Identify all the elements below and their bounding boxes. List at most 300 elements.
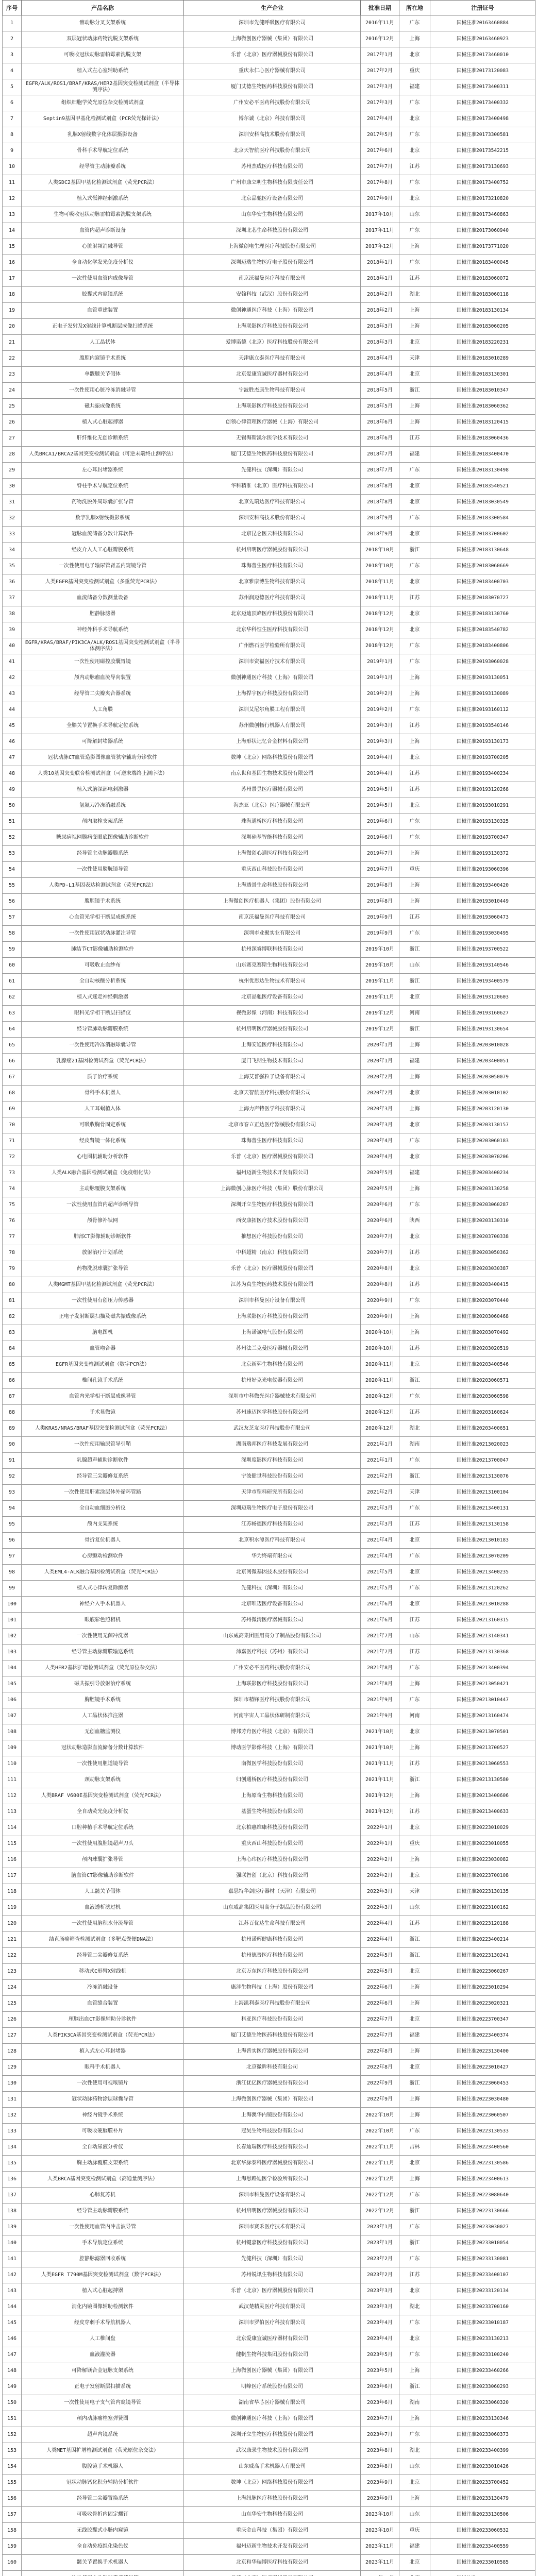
cell-registration-number: 国械注准20223100162 — [430, 1900, 535, 1916]
cell-manufacturer: 南京沃福曼医疗科技有限公司 — [184, 910, 361, 926]
cell-approval-date: 2021年4月 — [361, 1533, 399, 1549]
cell-registration-number: 国械注准20183030549 — [430, 495, 535, 511]
cell-manufacturer: 华科精准（北京）医疗科技有限公司 — [184, 479, 361, 495]
cell-manufacturer: 天津市塑料研究所有限公司 — [184, 1485, 361, 1501]
cell-registration-number: 国械注准20213010183 — [430, 1533, 535, 1549]
cell-registration-number: 国械注准20223130241 — [430, 1948, 535, 1964]
cell-manufacturer: 科亚医疗科技股份有限公司 — [184, 2012, 361, 2028]
cell-index: 7 — [3, 111, 22, 127]
cell-approval-date: 2022年11月 — [361, 2140, 399, 2156]
header-product-name: 产品名称 — [22, 1, 184, 15]
cell-product-name: 植入式心律转复除颤器 — [22, 1581, 184, 1597]
cell-location: 河南 — [399, 1006, 430, 1022]
table-row — [3, 1373, 535, 1389]
cell-approval-date: 2018年2月 — [361, 303, 399, 319]
cell-registration-number: 国械注准20233010187 — [430, 2315, 535, 2331]
cell-approval-date: 2023年10月 — [361, 2523, 399, 2539]
cell-index: 35 — [3, 558, 22, 574]
cell-location: 上海 — [399, 1996, 430, 2012]
cell-location: 广东 — [399, 1660, 430, 1676]
cell-product-name: 人工角膜 — [22, 702, 184, 718]
cell-registration-number: 国械注准20213100104 — [430, 1485, 535, 1501]
cell-approval-date: 2020年1月 — [361, 1054, 399, 1070]
cell-location: 浙江 — [399, 1022, 430, 1038]
cell-product-name: 植入式脑深部电刺激器 — [22, 782, 184, 798]
cell-location: 北京 — [399, 2283, 430, 2299]
cell-approval-date: 2022年3月 — [361, 1884, 399, 1900]
cell-registration-number: 国械注准20203030387 — [430, 1261, 535, 1277]
cell-index: 116 — [3, 1852, 22, 1868]
cell-product-name: 双层冠状动脉药物洗脱支架系统 — [22, 31, 184, 47]
cell-product-name: 经导管三尖瓣修复系统 — [22, 1469, 184, 1485]
cell-approval-date: 2021年5月 — [361, 1565, 399, 1581]
cell-index: 56 — [3, 894, 22, 910]
cell-location: 上海 — [399, 1038, 430, 1054]
cell-approval-date: 2019年6月 — [361, 814, 399, 830]
cell-registration-number: 国械注准20173771020 — [430, 239, 535, 255]
cell-index: 33 — [3, 527, 22, 543]
cell-location: 江苏 — [399, 271, 430, 287]
cell-registration-number: 国械注准20233010585 — [430, 2555, 535, 2571]
table-row — [3, 2028, 535, 2044]
cell-index: 124 — [3, 1980, 22, 1996]
cell-index: 149 — [3, 2379, 22, 2395]
table-row — [3, 1836, 535, 1852]
cell-product-name: 可吸收硬脑膜补片 — [22, 2124, 184, 2140]
cell-manufacturer: 苏州微清医疗器械有限公司 — [184, 1613, 361, 1629]
cell-registration-number: 国械注准20193010449 — [430, 894, 535, 910]
cell-registration-number: 国械注准20233130346 — [430, 2411, 535, 2427]
cell-approval-date: 2019年9月 — [361, 926, 399, 942]
cell-registration-number: 国械注准20223130135 — [430, 1884, 535, 1900]
table-row — [3, 878, 535, 894]
table-row — [3, 2251, 535, 2267]
table-row — [3, 159, 535, 175]
cell-registration-number: 国械注准20173210820 — [430, 191, 535, 207]
cell-location: 陕西 — [399, 1213, 430, 1229]
table-row — [3, 1149, 535, 1165]
table-row — [3, 95, 535, 111]
table-row — [3, 942, 535, 958]
cell-index: 95 — [3, 1517, 22, 1533]
cell-product-name: 心电图机辅助分析软件 — [22, 1149, 184, 1165]
cell-manufacturer: 北京万东医疗科技股份有限公司 — [184, 1964, 361, 1980]
cell-product-name: 放射治疗计划系统 — [22, 1245, 184, 1261]
cell-approval-date: 2022年7月 — [361, 2012, 399, 2028]
cell-index: 86 — [3, 1373, 22, 1389]
table-row — [3, 79, 535, 95]
cell-registration-number: 国械注准20183130498 — [430, 463, 535, 479]
table-row — [3, 670, 535, 686]
cell-approval-date: 2019年3月 — [361, 734, 399, 750]
cell-manufacturer: 广州安必平医药科技股份有限公司 — [184, 1660, 361, 1676]
cell-index: 111 — [3, 1772, 22, 1788]
cell-manufacturer: 深圳硅基智能科技有限公司 — [184, 830, 361, 846]
cell-registration-number: 国械注准20233100240 — [430, 2347, 535, 2363]
cell-location: 江苏 — [399, 1245, 430, 1261]
cell-approval-date: 2016年12月 — [361, 31, 399, 47]
cell-location: 北京 — [399, 798, 430, 814]
cell-registration-number: 国械注准20173460863 — [430, 207, 535, 223]
cell-product-name: 口腔种植手术导航定位系统 — [22, 1820, 184, 1836]
cell-product-name: 经皮穿刺手术导航机器人 — [22, 2315, 184, 2331]
cell-index: 157 — [3, 2507, 22, 2523]
cell-location: 广东 — [399, 1389, 430, 1405]
cell-approval-date: 2023年9月 — [361, 2475, 399, 2491]
cell-manufacturer: 上海联影医疗科技股份有限公司 — [184, 319, 361, 335]
cell-approval-date: 2018年10月 — [361, 543, 399, 558]
table-row — [3, 702, 535, 718]
cell-index: 121 — [3, 1932, 22, 1948]
cell-product-name: 全自动核酸分析系统 — [22, 974, 184, 990]
table-row — [3, 63, 535, 79]
cell-manufacturer: 杭州键嘉医疗科技股份有限公司 — [184, 2235, 361, 2251]
cell-index: 119 — [3, 1900, 22, 1916]
cell-registration-number: 国械注准20203130157 — [430, 1117, 535, 1133]
cell-registration-number: 国械注准20213400633 — [430, 1804, 535, 1820]
table-row — [3, 2235, 535, 2251]
cell-registration-number: 国械注准20203050079 — [430, 1070, 535, 1086]
cell-approval-date: 2019年4月 — [361, 766, 399, 782]
cell-product-name: 血管吻合器 — [22, 1341, 184, 1357]
table-row — [3, 782, 535, 798]
cell-registration-number: 国械注准20223120188 — [430, 1916, 535, 1932]
cell-location: 北京 — [399, 1117, 430, 1133]
table-row — [3, 1948, 535, 1964]
cell-registration-number: 国械注准20183010347 — [430, 383, 535, 399]
cell-manufacturer: 推想医疗科技股份有限公司 — [184, 1229, 361, 1245]
cell-location: 重庆 — [399, 2523, 430, 2539]
table-row — [3, 1181, 535, 1197]
cell-index: 38 — [3, 606, 22, 622]
table-row — [3, 1868, 535, 1884]
cell-index: 19 — [3, 303, 22, 319]
cell-location: 北京 — [399, 750, 430, 766]
cell-index: 127 — [3, 2028, 22, 2044]
cell-index: 6 — [3, 95, 22, 111]
table-row — [3, 1437, 535, 1453]
cell-location: 北京 — [399, 1149, 430, 1165]
cell-index: 130 — [3, 2076, 22, 2092]
cell-manufacturer: 上海透景生命科技股份有限公司 — [184, 878, 361, 894]
table-row — [3, 1133, 535, 1149]
cell-index: 92 — [3, 1469, 22, 1485]
cell-approval-date: 2018年4月 — [361, 367, 399, 383]
cell-registration-number: 国械注准20203010102 — [430, 1086, 535, 1101]
table-row — [3, 127, 535, 143]
cell-location: 福建 — [399, 1054, 430, 1070]
cell-index: 42 — [3, 670, 22, 686]
cell-approval-date: 2021年10月 — [361, 1740, 399, 1756]
cell-product-name: 氩氦刀冷冻消融系统 — [22, 798, 184, 814]
cell-approval-date: 2022年11月 — [361, 2156, 399, 2172]
cell-approval-date: 2018年3月 — [361, 335, 399, 351]
table-row — [3, 910, 535, 926]
table-row — [3, 1645, 535, 1660]
cell-location: 浙江 — [399, 1772, 430, 1788]
cell-approval-date: 2020年6月 — [361, 1197, 399, 1213]
cell-registration-number: 国械注准20183060362 — [430, 399, 535, 415]
cell-registration-number: 国械注准20233700160 — [430, 2299, 535, 2315]
cell-manufacturer: 华为终端有限公司 — [184, 1549, 361, 1565]
cell-product-name: 磁共振引导放射治疗系统 — [22, 1676, 184, 1692]
table-row — [3, 47, 535, 63]
table-row — [3, 1213, 535, 1229]
cell-location: 江苏 — [399, 1804, 430, 1820]
cell-manufacturer: 杭州启明医疗器械股份有限公司 — [184, 2204, 361, 2219]
cell-manufacturer: 上海纽脉医疗科技股份有限公司 — [184, 2491, 361, 2507]
cell-location: 广东 — [399, 638, 430, 654]
cell-registration-number: 国械注准20213400394 — [430, 1660, 535, 1676]
cell-location: 广东 — [399, 2188, 430, 2204]
cell-approval-date: 2019年5月 — [361, 798, 399, 814]
cell-approval-date: 2019年9月 — [361, 910, 399, 926]
cell-index: 134 — [3, 2140, 22, 2156]
cell-index: 32 — [3, 511, 22, 527]
cell-product-name: EGFR/ALK/ROS1/BRAF/KRAS/HER2基因突变检测试剂盒（半导体测序法） — [22, 79, 184, 95]
table-row — [3, 1756, 535, 1772]
cell-manufacturer: 上海诺诚电气股份有限公司 — [184, 1325, 361, 1341]
table-row — [3, 1852, 535, 1868]
cell-index: 141 — [3, 2251, 22, 2267]
cell-registration-number: 国械注准20173460010 — [430, 47, 535, 63]
cell-registration-number: 国械注准20233130213 — [430, 2331, 535, 2347]
cell-registration-number: 国械注准20203060287 — [430, 1197, 535, 1213]
cell-location: 江苏 — [399, 2267, 430, 2283]
cell-location: 北京 — [399, 1868, 430, 1884]
cell-approval-date: 2023年4月 — [361, 2315, 399, 2331]
cell-registration-number: 国械注准20193160112 — [430, 702, 535, 718]
cell-location: 山东 — [399, 1900, 430, 1916]
cell-registration-number: 国械注准20183060205 — [430, 319, 535, 335]
cell-registration-number: 国械注准20183400703 — [430, 574, 535, 590]
cell-product-name: 肺部CT影像辅助诊断软件 — [22, 1229, 184, 1245]
cell-manufacturer: 苏州杰成医疗科技有限公司 — [184, 159, 361, 175]
cell-index: 49 — [3, 782, 22, 798]
cell-product-name: 人类BRCA1/BRCA2基因突变检测试剂盒（可逆末端终止测序法） — [22, 447, 184, 463]
cell-location: 江苏 — [399, 910, 430, 926]
cell-index: 91 — [3, 1453, 22, 1469]
cell-approval-date: 2019年10月 — [361, 958, 399, 974]
cell-index: 152 — [3, 2427, 22, 2443]
cell-product-name: 脊柱手术导航定位系统 — [22, 479, 184, 495]
table-row — [3, 2315, 535, 2331]
cell-registration-number: 国械注准20203010028 — [430, 1038, 535, 1054]
cell-approval-date: 2020年5月 — [361, 1165, 399, 1181]
cell-location: 广东 — [399, 926, 430, 942]
cell-index: 118 — [3, 1884, 22, 1900]
cell-product-name: 颅骨修补钛网 — [22, 1213, 184, 1229]
cell-registration-number: 国械注准20213400235 — [430, 1565, 535, 1581]
cell-approval-date: 2021年5月 — [361, 1581, 399, 1597]
cell-product-name: 质子治疗系统 — [22, 1070, 184, 1086]
cell-registration-number: 国械注准20203070440 — [430, 1293, 535, 1309]
table-header — [3, 1, 535, 15]
cell-index: 2 — [3, 31, 22, 47]
cell-index: 158 — [3, 2523, 22, 2539]
cell-location: 江苏 — [399, 1645, 430, 1660]
table-row — [3, 1038, 535, 1054]
cell-manufacturer: 上海联影医疗科技股份有限公司 — [184, 1676, 361, 1692]
cell-product-name: 人类HER2基因扩增检测试剂盒（荧光原位杂交法） — [22, 1660, 184, 1676]
cell-index: 103 — [3, 1645, 22, 1660]
cell-manufacturer: 北京和华瑞博医疗科技有限公司 — [184, 2555, 361, 2571]
cell-location: 山东 — [399, 958, 430, 974]
cell-index: 29 — [3, 463, 22, 479]
table-row — [3, 1613, 535, 1629]
cell-approval-date: 2020年7月 — [361, 1245, 399, 1261]
cell-registration-number: 国械注准20223060267 — [430, 1964, 535, 1980]
cell-registration-number: 国械注准20203700338 — [430, 1229, 535, 1245]
cell-product-name: 胸主动脉覆膜支架系统 — [22, 2156, 184, 2172]
table-row — [3, 511, 535, 527]
cell-product-name: 植入式骶神经刺激系统 — [22, 191, 184, 207]
cell-product-name: 髋关节置换手术机器人 — [22, 2555, 184, 2571]
cell-location: 天津 — [399, 1884, 430, 1900]
cell-product-name: 植入式迷走神经刺激器 — [22, 990, 184, 1006]
cell-product-name: 人类KRAS/NRAS/BRAF基因突变检测试剂盒（荧光PCR法） — [22, 1421, 184, 1437]
cell-manufacturer: 深圳市中科微光医疗器械技术有限公司 — [184, 1389, 361, 1405]
table-row — [3, 1421, 535, 1437]
cell-index: 117 — [3, 1868, 22, 1884]
cell-index: 151 — [3, 2411, 22, 2427]
cell-product-name: 冠状动脉CT血管造影图像血管狭窄辅助分诊软件 — [22, 750, 184, 766]
cell-location: 广东 — [399, 1453, 430, 1469]
cell-index: 61 — [3, 974, 22, 990]
cell-index: 10 — [3, 159, 22, 175]
cell-location: 广东 — [399, 223, 430, 239]
cell-approval-date: 2020年12月 — [361, 1421, 399, 1437]
cell-index: 14 — [3, 223, 22, 239]
cell-approval-date: 2021年3月 — [361, 1517, 399, 1533]
cell-approval-date: 2021年9月 — [361, 1708, 399, 1724]
cell-location: 吉林 — [399, 2140, 430, 2156]
cell-manufacturer: 北京天智航医疗科技股份有限公司 — [184, 1086, 361, 1101]
cell-manufacturer: 沛嘉医疗科技（苏州）有限公司 — [184, 1645, 361, 1660]
cell-registration-number: 国械注准20233400399 — [430, 2443, 535, 2459]
cell-index: 98 — [3, 1565, 22, 1581]
cell-manufacturer: 北京雅康博生物科技有限公司 — [184, 574, 361, 590]
cell-location: 上海 — [399, 2411, 430, 2427]
cell-registration-number: 国械注准20183300584 — [430, 511, 535, 527]
cell-index: 68 — [3, 1086, 22, 1101]
cell-index: 45 — [3, 718, 22, 734]
cell-registration-number: 国械注准20233130506 — [430, 2507, 535, 2523]
table-row — [3, 1724, 535, 1740]
cell-manufacturer: 北京积水潭医疗科技有限公司 — [184, 1533, 361, 1549]
cell-registration-number: 国械注准20223010427 — [430, 2060, 535, 2076]
cell-approval-date: 2018年1月 — [361, 255, 399, 271]
cell-approval-date: 2018年12月 — [361, 638, 399, 654]
table-row — [3, 2124, 535, 2140]
cell-index: 51 — [3, 814, 22, 830]
table-row — [3, 1916, 535, 1932]
cell-manufacturer: 宁波健世科技股份有限公司 — [184, 1469, 361, 1485]
cell-location: 江苏 — [399, 782, 430, 798]
cell-manufacturer: 上海普实医疗器械股份有限公司 — [184, 2044, 361, 2060]
cell-approval-date: 2021年11月 — [361, 1772, 399, 1788]
cell-approval-date: 2020年10月 — [361, 1325, 399, 1341]
table-row — [3, 239, 535, 255]
cell-approval-date: 2023年5月 — [361, 2347, 399, 2363]
cell-product-name: 眼底彩色照相机 — [22, 1613, 184, 1629]
cell-approval-date: 2018年10月 — [361, 558, 399, 574]
cell-product-name: 颅内动脉瘤栓塞弹簧圈 — [22, 2411, 184, 2427]
cell-registration-number: 国械注准20223010029 — [430, 1820, 535, 1836]
cell-approval-date: 2018年7月 — [361, 447, 399, 463]
cell-index: 113 — [3, 1804, 22, 1820]
cell-manufacturer: 重庆金山科技（集团）有限公司 — [184, 2523, 361, 2539]
cell-registration-number: 国械注准20213160315 — [430, 1613, 535, 1629]
cell-approval-date: 2022年10月 — [361, 2108, 399, 2124]
cell-registration-number: 国械注准20223030082 — [430, 1852, 535, 1868]
cell-index: 147 — [3, 2347, 22, 2363]
cell-index: 46 — [3, 734, 22, 750]
cell-product-name: 心脏射频消融导管 — [22, 239, 184, 255]
cell-registration-number: 国械注准20213020023 — [430, 1437, 535, 1453]
table-row — [3, 431, 535, 447]
cell-registration-number: 国械注准20213700047 — [430, 1453, 535, 1469]
table-row — [3, 2283, 535, 2299]
cell-location: 广东 — [399, 463, 430, 479]
table-row — [3, 1708, 535, 1724]
cell-index: 58 — [3, 926, 22, 942]
cell-approval-date: 2019年7月 — [361, 862, 399, 878]
table-row — [3, 111, 535, 127]
cell-manufacturer: 武汉楚精灵医疗科技有限公司 — [184, 2299, 361, 2315]
cell-location: 北京 — [399, 2331, 430, 2347]
cell-index: 140 — [3, 2235, 22, 2251]
cell-approval-date: 2017年4月 — [361, 111, 399, 127]
cell-location: 北京 — [399, 2156, 430, 2172]
cell-registration-number: 国械注准20193540146 — [430, 718, 535, 734]
cell-index: 79 — [3, 1261, 22, 1277]
cell-registration-number: 国械注准20203060468 — [430, 1309, 535, 1325]
cell-index: 122 — [3, 1948, 22, 1964]
cell-product-name: 正电子发射及X射线计算机断层成像扫描系统 — [22, 319, 184, 335]
cell-approval-date: 2019年12月 — [361, 1006, 399, 1022]
cell-manufacturer: 广州市康立明生物科技有限责任公司 — [184, 175, 361, 191]
cell-product-name: 血液灌流器 — [22, 2347, 184, 2363]
cell-index: 106 — [3, 1692, 22, 1708]
cell-location: 广东 — [399, 127, 430, 143]
table-row — [3, 926, 535, 942]
cell-approval-date: 2022年6月 — [361, 1980, 399, 1996]
cell-registration-number: 国械注准20193060396 — [430, 862, 535, 878]
cell-registration-number: 国械注准20213130580 — [430, 1772, 535, 1788]
cell-product-name: 主动脉覆膜支架系统 — [22, 1181, 184, 1197]
cell-approval-date: 2018年7月 — [361, 463, 399, 479]
cell-location: 湖南 — [399, 2395, 430, 2411]
cell-manufacturer: 上海形状记忆合金材料有限公司 — [184, 734, 361, 750]
cell-index: 64 — [3, 1022, 22, 1038]
cell-index: 65 — [3, 1038, 22, 1054]
cell-approval-date: 2017年10月 — [361, 207, 399, 223]
table-row — [3, 255, 535, 271]
cell-registration-number: 国械注准20233400559 — [430, 2539, 535, 2555]
table-row — [3, 2092, 535, 2108]
cell-product-name: 经皮介入人工心脏瓣膜系统 — [22, 543, 184, 558]
cell-registration-number: 国械注准20213050421 — [430, 1676, 535, 1692]
cell-registration-number: 国械注准20223060507 — [430, 2108, 535, 2124]
cell-product-name: 人类PD-L1基因表达检测试剂盒（荧光PCR法） — [22, 878, 184, 894]
table-row — [3, 1533, 535, 1549]
cell-index: 133 — [3, 2124, 22, 2140]
cell-manufacturer: 上海微创医疗机器人（集团）股份有限公司 — [184, 894, 361, 910]
table-row — [3, 2076, 535, 2092]
cell-location: 山东 — [399, 207, 430, 223]
cell-index: 5 — [3, 79, 22, 95]
